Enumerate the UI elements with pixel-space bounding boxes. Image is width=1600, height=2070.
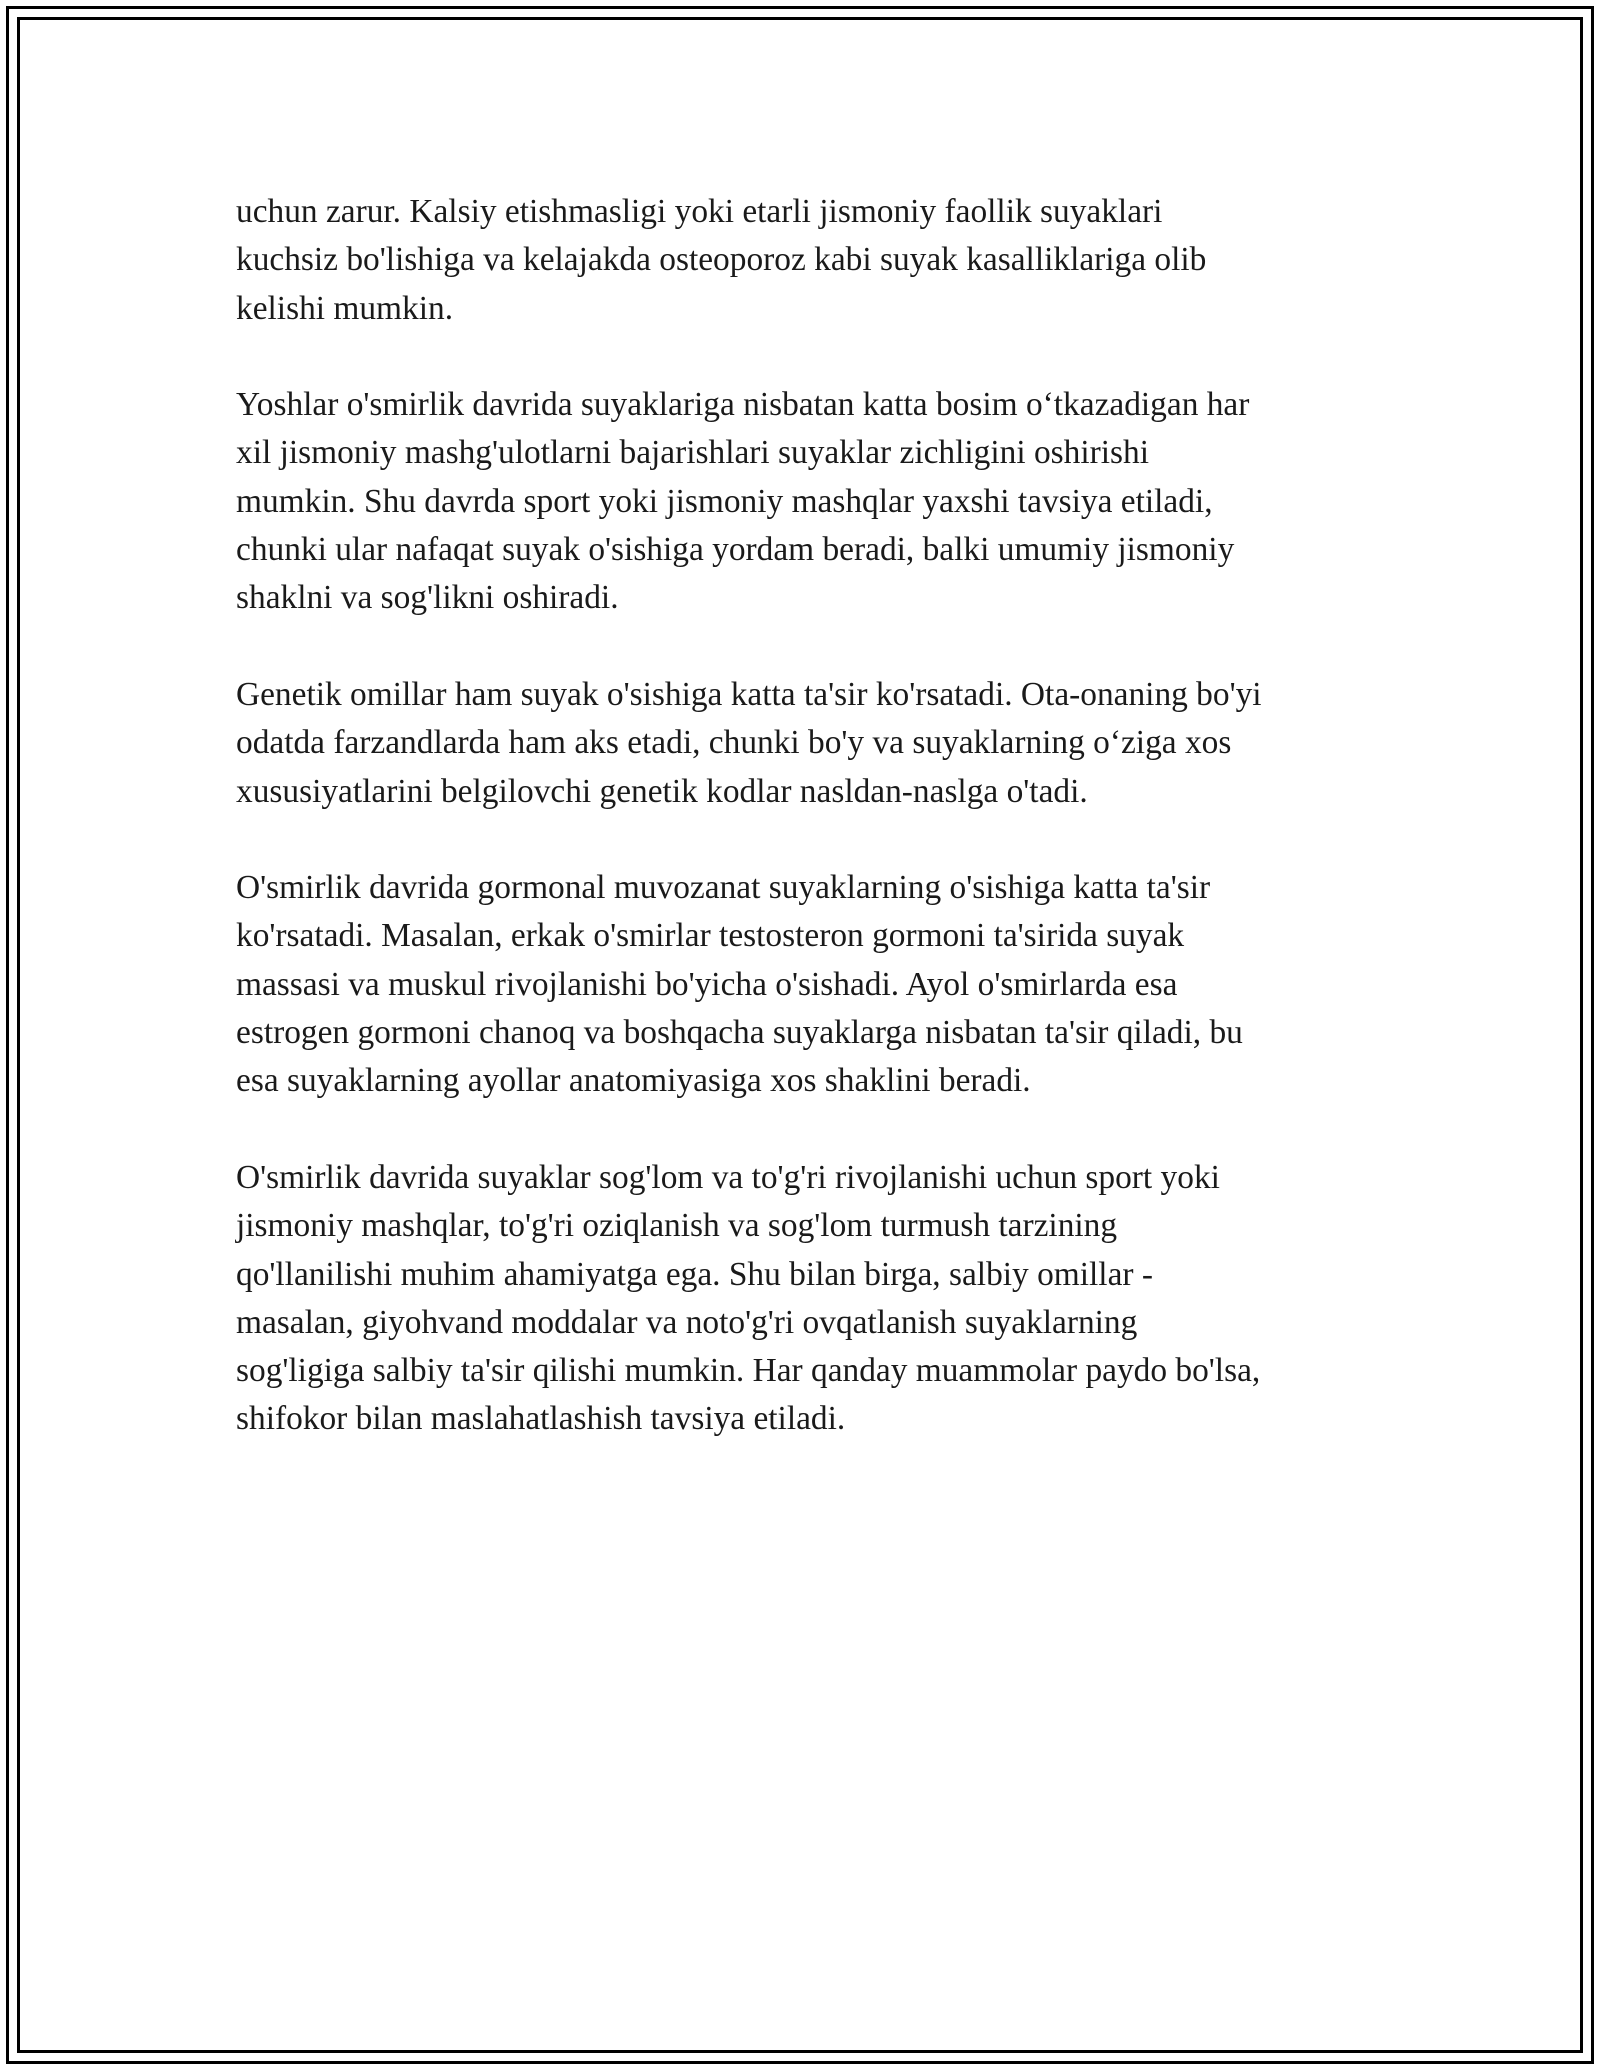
text-line: estrogen gormoni chanoq va boshqacha suyaklarga nisbatan ta'sir qiladi, bu — [236, 1014, 1243, 1052]
paragraph-calcium — [236, 188, 1366, 333]
text-line: sog'ligiga salbiy ta'sir qilishi mumkin. Har qanday muammolar paydo bo'lsa, — [236, 1352, 1261, 1390]
text-line: Genetik omillar ham suyak o'sishiga katta ta'sir ko'rsatadi. Ota-onaning bo'yi — [236, 675, 1262, 713]
text-line: chunki ular nafaqat suyak o'sishiga yordam beradi, balki umumiy jismoniy — [236, 531, 1235, 569]
text-line: kuchsiz bo'lishiga va kelajakda osteoporoz kabi suyak kasalliklariga olib — [236, 241, 1207, 279]
text-line: shifokor bilan maslahatlashish tavsiya etiladi. — [236, 1400, 846, 1438]
paragraph-hormones — [236, 864, 1366, 1105]
paragraph-exercise — [236, 381, 1366, 622]
text-line: O'smirlik davrida suyaklar sog'lom va to'g'ri rivojlanishi uchun sport yoki — [236, 1158, 1220, 1196]
text-line: uchun zarur. Kalsiy etishmasligi yoki etarli jismoniy faollik suyaklari — [236, 193, 1163, 230]
text-line: shaklni va sog'likni oshiradi. — [236, 579, 619, 617]
paragraph-lifestyle — [236, 1154, 1366, 1444]
paragraph-genetics — [236, 671, 1366, 816]
text-line: masalan, giyohvand moddalar va noto'g'ri ovqatlanish suyaklarning — [236, 1303, 1138, 1341]
text-line: xususiyatlarini belgilovchi genetik kodlar nasldan-naslga o'tadi. — [236, 772, 1088, 810]
text-line: kelishi mumkin. — [236, 289, 454, 327]
text-line: odatda farzandlarda ham aks etadi, chunki bo'y va suyaklarning o‘ziga xos — [236, 724, 1232, 762]
text-line: xil jismoniy mashg'ulotlarni bajarishlari suyaklar zichligini oshirishi — [236, 434, 1149, 472]
text-line: ko'rsatadi. Masalan, erkak o'smirlar testosteron gormoni ta'sirida suyak — [236, 917, 1185, 955]
text-line: qo'llanilishi muhim ahamiyatga ega. Shu bilan birga, salbiy omillar - — [236, 1255, 1153, 1293]
text-line: Yoshlar o'smirlik davrida suyaklariga nisbatan katta bosim o‘tkazadigan har — [236, 386, 1250, 424]
text-line: massasi va muskul rivojlanishi bo'yicha o'sishadi. Ayol o'smirlarda esa — [236, 965, 1178, 1003]
text-line: mumkin. Shu davrda sport yoki jismoniy mashqlar yaxshi tavsiya etiladi, — [236, 482, 1213, 520]
text-line: jismoniy mashqlar, to'g'ri oziqlanish va sog'lom turmush tarzining — [236, 1207, 1118, 1245]
text-line: esa suyaklarning ayollar anatomiyasiga xos shaklini beradi. — [236, 1062, 1031, 1100]
text-line: O'smirlik davrida gormonal muvozanat suyaklarning o'sishiga katta ta'sir — [236, 869, 1211, 907]
document-body — [236, 188, 1366, 1492]
